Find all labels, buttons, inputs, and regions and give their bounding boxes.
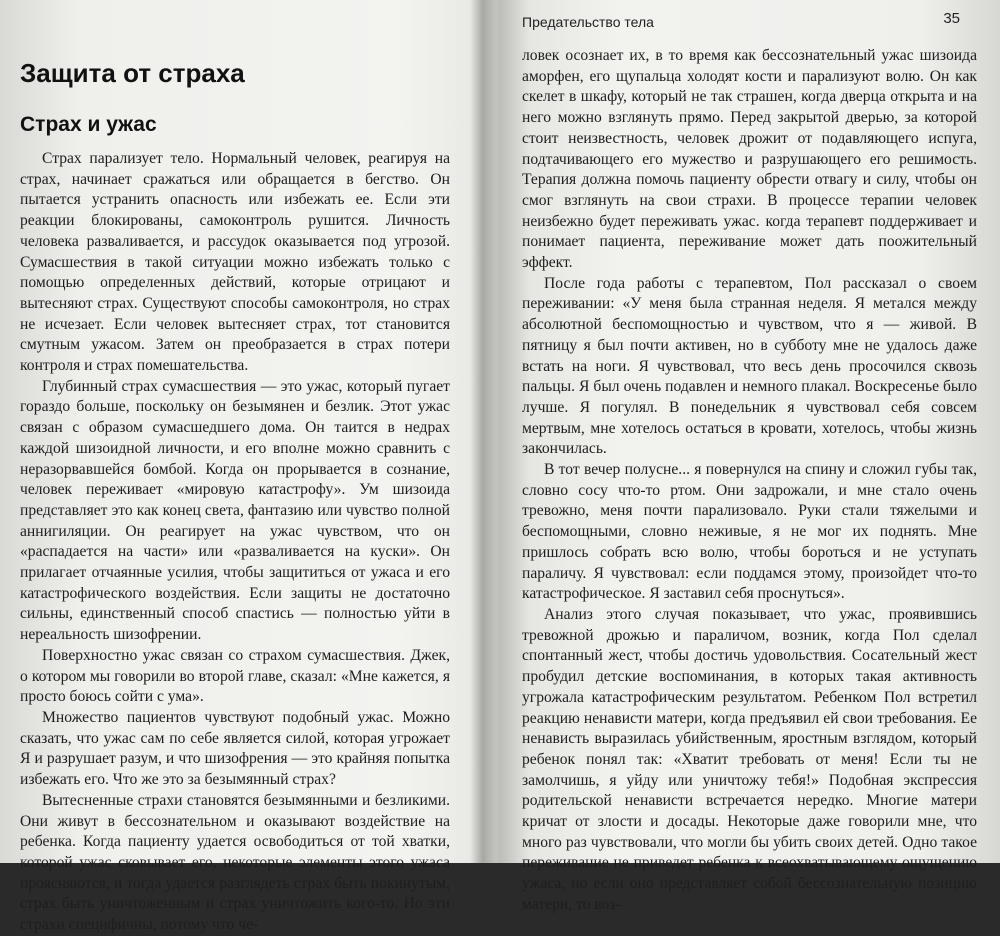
chapter-title: Защита от страха xyxy=(20,58,245,88)
paragraph: После года работы с терапевтом, Пол рассказал о своем переживании: «У меня была странная неделя. Я метался между абсолютной беспомощностью и чувством, что я — живой. В пятницу я был почти активен, но в субботу мне не удалось даже встать на ноги. Я чувствовал, что весь день просочился сквозь пальцы. Я был очень подавлен и немного плакал. Воскресенье было лучше. Я погулял. В понедельник я чувствовал себя совсем мертвым, мне хотелось остаться в кровати, хотелось, чтобы жизнь закончилась. xyxy=(522,274,977,458)
running-head: Предательство тела xyxy=(522,14,654,30)
left-page xyxy=(0,0,478,934)
section-title: Страх и ужас xyxy=(20,113,157,136)
paragraph: В тот вечер полусне... я повернулся на спину и сложил губы так, словно сосу что-то ртом. Они задрожали, и мне стало очень тревожно, меня почти парализовало. Руки стали тяжелыми и беспомощными, словно неживые, я не мог их поднять. Мне пришлось собрать всю волю, чтобы бороться и не уступать параличу. Я чувствовал: если поддамся этому, произойдет что-то катастрофическое. Я заставил себя проснуться». xyxy=(522,461,977,603)
right-page xyxy=(492,0,1000,913)
paragraph: Глубинный страх сумасшествия — это ужас, который пугает гораздо больше, поскольку он безымянен и безлик. Этот ужас связан с образом сумасшедшего дома. Он таится в недрах каждой шизоидной личности, и его вполне можно сравнить с неразорвавшейся бомбой. Когда он прорывается в сознание, человек переживает «мировую катастрофу». Ум шизоида представляет это как конец света, фантазию или чувство полной аннигиляции. Он реагирует на ужас чувством, что он «распадается на части» или «разваливается на куски». Он прилагает отчаянные усилия, чтобы защититься от ужаса и его катастрофического воздействия. Если защиты не достаточно сильны, единственный способ спастись — полностью уйти в нереальность шизофрении. xyxy=(20,377,450,644)
paragraph: Поверхностно ужас связан со страхом сумасшествия. Джек, о котором мы говорили во второй главе, сказал: «Мне кажется, я просто боюсь сойти с ума». xyxy=(20,646,450,706)
paragraph: Вытесненные страхи становятся безымянными и безликими. Они живут в бессознательном и оказывают воздействие на ребенка. Когда пациенту удается освободиться от той хватки, которой ужас сковывает его, некоторые элементы этого ужаса проясняются, и тогда удается разглядеть страх быть покинутым, страх быть уничтоженным и страх уничтожить кого-то. Но эти страхи специфичны, потому что че- xyxy=(20,791,450,934)
left-body-text xyxy=(20,149,450,936)
continued-paragraph: ловек осознает их, в то время как бессознательный ужас шизоида аморфен, его щупальца холодят кости и парализуют волю. Он как скелет в шкафу, который не так страшен, когда дверца открыта и на него можно взглянуть прямо. Перед закрытой дверью, за которой стоит неизвестность, человек дрожит от подавляющего испуга, подтачивающего его мужество и разрушающего его решимость. Терапия должна помочь пациенту обрести отвагу и силу, чтобы он смог взглянуть на свои страхи. В процессе терапии человек неизбежно будет переживать ужас. когда терапевт поддерживает и понимает пациента, переживание может дать поожительный эффект. xyxy=(522,47,977,272)
paragraph: Множество пациентов чувствуют подобный ужас. Можно сказать, что ужас сам по себе является силой, которая угрожает Я и разрушает разум, и что шизофрения — это крайняя попытка избежать его. Что же это за безымянный страх? xyxy=(20,708,450,789)
right-body-text xyxy=(522,46,977,916)
paragraph: Страх парализует тело. Нормальный человек, реагируя на страх, начинает сражаться или обращается в бегство. Он пытается устранить опасность или избежать ее. Если эти реакции блокированы, самоконтроль рушится. Личность человека разваливается, и рассудок оказывается под угрозой. Сумасшествия в такой ситуации можно избежать только с помощью определенных действий, которые отрицают и вытесняют страх. Существуют способы самоконтроля, но страх не исчезает. Если человек вытесняет страх, тот становится смутным ужасом. Затем он преобразается в страх потери контроля и страх помешательства. xyxy=(20,150,450,375)
paragraph: Анализ этого случая показывает, что ужас, проявившись тревожной дрожью и параличом, возник, когда Пол сделал спонтанный жест, чтобы достичь удовольствия. Сосательный жест пробудил детские воспоминания, в которых такая активность угрожала катастрофическим результатом. Ребенком Пол встретил реакцию ненависти матери, когда предъявил ей свои требования. Ее ненависть выразилась убийственным, яростным взглядом, который ребенок понял так: «Хватит требовать от меня! Если ты не замолчишь, я уйду или уничтожу тебя!» Подобная экспрессия родительской ненависти встречается нередко. Многие матери кричат от злости и досады. Некоторые даже говорили мне, что много раз чувствовали, что могли бы убить своих детей. Одно такое переживание не приведет ребенка к всеохватывающему ощущению ужаса, но если оно представляет собой бессознательную позицию матери, то воз- xyxy=(522,605,977,913)
page-number: 35 xyxy=(943,10,960,27)
